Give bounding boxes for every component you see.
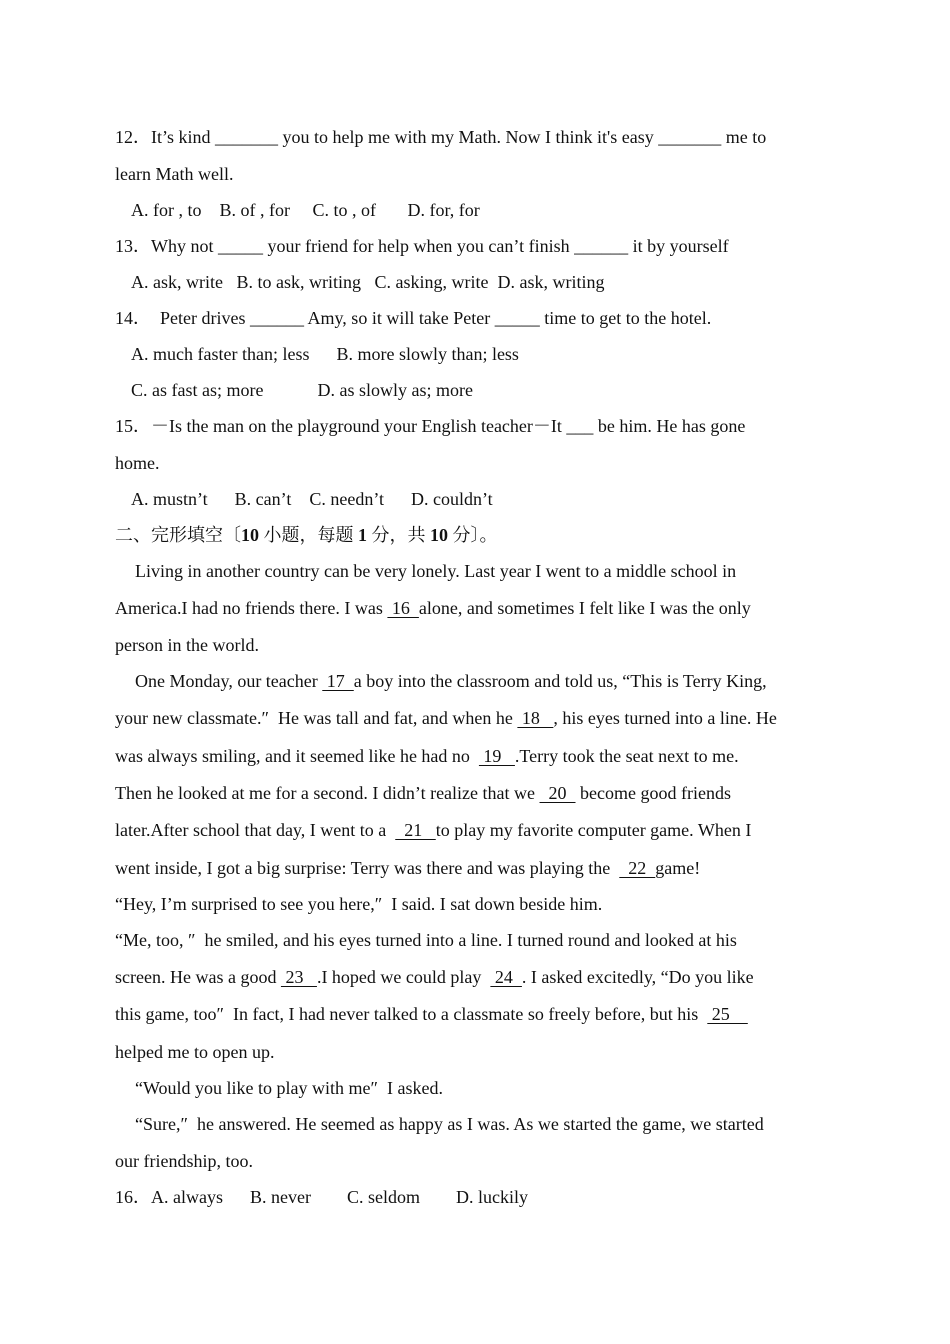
q13-options: A. ask, write B. to ask, writing C. asking, write D. ask, writing [131, 272, 605, 292]
q15-options: A. mustn’t B. can’t C. needn’t D. couldn’t [131, 489, 493, 509]
q15-stem-cont: home. [115, 453, 160, 473]
passage-line: America.I had no friends there. I was 16 alone, and sometimes I felt like I was the only [115, 598, 751, 618]
q12-stem: 12．It’s kind _______ you to help me with my Math. Now I think it's easy _______ me to [115, 127, 767, 147]
passage-line: “Sure,″ he answered. He seemed as happy as I was. As we started the game, we started [135, 1114, 764, 1134]
passage-line: person in the world. [115, 635, 259, 655]
section-mid2: 分，共 [367, 525, 430, 545]
passage-line: screen. He was a good 23 .I hoped we could play 24 . I asked excitedly, “Do you like [115, 967, 754, 987]
passage-line: “Would you like to play with me″ I asked. [135, 1078, 443, 1098]
blank-17: 17 [322, 671, 354, 691]
section-suffix: 分〕。 [448, 525, 498, 545]
passage-line: later.After school that day, I went to a 21 to play my favorite computer game. When I [115, 820, 752, 840]
q16-options: 16．A. always B. never C. seldom D. luckily [115, 1187, 528, 1207]
q14-stem: 14． Peter drives ______ Amy, so it will take Peter _____ time to get to the hotel. [115, 308, 712, 328]
blank-24: 24 [490, 967, 522, 987]
passage-line: Then he looked at me for a second. I didn’t realize that we 20 become good friends [115, 783, 731, 803]
q14-options-cd: C. as fast as; more D. as slowly as; more [131, 380, 473, 400]
q14-options-ab: A. much faster than; less B. more slowly than; less [131, 344, 519, 364]
q15-stem: 15．－Is the man on the playground your English teacher－It ___ be him. He has gone [115, 416, 746, 436]
blank-25: 25 [707, 1004, 748, 1024]
section-mid1: 小题，每题 [259, 525, 358, 545]
blank-23: 23 [280, 967, 317, 987]
section-heading [115, 524, 498, 546]
blank-18: 18 [517, 708, 554, 728]
section-total: 10 [430, 525, 448, 545]
passage-line: “Me, too, ″ he smiled, and his eyes turned into a line. I turned round and looked at his [115, 930, 737, 950]
passage-line: this game, too″ In fact, I had never talked to a classmate so freely before, but his 25 [115, 1004, 748, 1024]
section-prefix: 二、完形填空〔 [115, 525, 241, 545]
section-points-each: 1 [358, 525, 367, 545]
blank-22: 22 [619, 858, 656, 878]
passage-line: our friendship, too. [115, 1151, 253, 1171]
blank-19: 19 [478, 746, 515, 766]
passage-line: helped me to open up. [115, 1042, 275, 1062]
blank-20: 20 [539, 783, 576, 803]
passage-line: was always smiling, and it seemed like he had no 19 .Terry took the seat next to me. [115, 746, 739, 766]
passage-line: One Monday, our teacher 17 a boy into the classroom and told us, “This is Terry King, [135, 671, 767, 691]
section-count: 10 [241, 525, 259, 545]
passage-line: went inside, I got a big surprise: Terry was there and was playing the 22 game! [115, 858, 701, 878]
q12-stem-cont: learn Math well. [115, 164, 234, 184]
passage-line: “Hey, I’m surprised to see you here,″ I said. I sat down beside him. [115, 894, 603, 914]
blank-16: 16 [387, 598, 419, 618]
q12-options: A. for , to B. of , for C. to , of D. for, for [131, 200, 480, 220]
blank-21: 21 [395, 820, 436, 840]
q13-stem: 13．Why not _____ your friend for help when you can’t finish ______ it by yourself [115, 236, 729, 256]
passage-line: Living in another country can be very lonely. Last year I went to a middle school in [135, 561, 737, 581]
passage-line: your new classmate.″ He was tall and fat, and when he 18 , his eyes turned into a line. He [115, 708, 777, 728]
